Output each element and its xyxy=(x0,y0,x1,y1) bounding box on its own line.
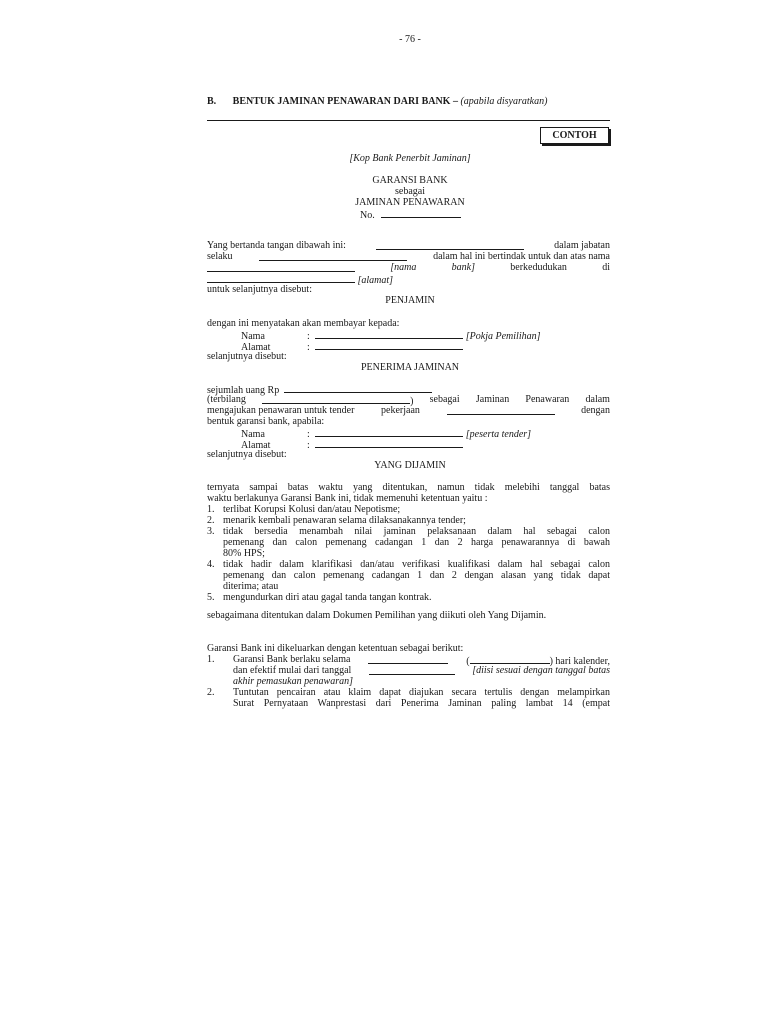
amount-rp: sejumlah uang Rp xyxy=(207,385,280,396)
condition-text: pemenang dan calon pemenang cadangan 1 dan 2 harga penawarannya di bawah xyxy=(223,537,610,548)
address-placeholder: [alamat] xyxy=(357,275,394,286)
condition-text: pemenang dan calon pemenang cadangan 1 dan 2 dengan alasan yang tidak dapat xyxy=(223,570,610,581)
terbilang-blank xyxy=(262,394,410,404)
pekerjaan-label: pekerjaan xyxy=(381,405,420,416)
heading-sebagai: sebagai xyxy=(395,186,425,197)
bidder-nama-blank xyxy=(315,427,463,437)
term-1-validity: Garansi Bank berlaku selama xyxy=(233,654,351,665)
intro-line-5: untuk selanjutnya disebut: xyxy=(207,284,312,295)
intro-domicile: berkedudukan xyxy=(510,262,567,273)
bank-name-placeholder-2: bank] xyxy=(451,262,475,273)
tender-text: mengajukan penawaran untuk tender xyxy=(207,405,355,416)
intro-position-text: dalam jabatan xyxy=(554,240,610,251)
section-note: (apabila disyaratkan) xyxy=(460,96,548,107)
bidder-nama-label: Nama xyxy=(241,429,265,440)
section-title: BENTUK JAMINAN PENAWARAN DARI BANK – xyxy=(232,96,458,107)
date-blank xyxy=(369,665,455,675)
bank-name-placeholder-1: [nama xyxy=(390,262,417,273)
heading-garansi: GARANSI BANK xyxy=(372,175,448,186)
intro-acting-text: dalam hal ini bertindak untuk dan atas nama xyxy=(433,251,610,262)
intro-signer-text: Yang bertanda tangan dibawah ini: xyxy=(207,240,346,251)
date-placeholder: [diisi sesuai dengan tanggal batas xyxy=(472,665,610,676)
conditions-line-1: ternyata sampai batas waktu yang ditentukan, namun tidak melebihi tanggal batas xyxy=(207,482,610,493)
section-heading xyxy=(207,96,547,108)
section-letter: B. xyxy=(207,96,217,107)
pay-alamat-colon: : xyxy=(307,342,310,353)
intro-di: di xyxy=(602,262,610,273)
amount-jaminan: Jaminan xyxy=(475,394,510,405)
condition-text: 80% HPS; xyxy=(223,548,265,559)
penjamin-label: PENJAMIN xyxy=(385,295,435,306)
terms-intro: Garansi Bank ini dikeluarkan dengan ketentuan sebagai berikut: xyxy=(207,643,464,654)
pay-nama-label: Nama xyxy=(241,331,265,342)
pay-nama-colon: : xyxy=(307,331,310,342)
pekerjaan-blank xyxy=(447,405,555,415)
page-number: - 76 - xyxy=(399,34,421,45)
bidder-alamat-colon: : xyxy=(307,440,310,451)
term-1-line-3: akhir pemasukan penawaran] xyxy=(233,676,353,687)
condition-text: mengundurkan diri atau gagal tanda tangan kontrak. xyxy=(223,592,432,603)
pay-intro: dengan ini menyatakan akan membayar kepada: xyxy=(207,318,400,329)
pay-alamat-label: Alamat xyxy=(241,342,271,353)
amount-penawaran: Penawaran xyxy=(525,394,570,405)
intro-selaku: selaku xyxy=(207,251,233,262)
term-2-number: 2. xyxy=(207,687,215,698)
name-blank xyxy=(376,240,524,250)
peserta-placeholder: [peserta tender] xyxy=(465,429,532,440)
condition-number: 4. xyxy=(207,559,215,570)
condition-number: 1. xyxy=(207,504,215,515)
condition-text: tidak hadir dalam klarifikasi dan/atau verifikasi kualifikasi dalam hal sebagai calon xyxy=(223,559,610,570)
days-open: ( xyxy=(466,656,470,667)
amount-sebagai: sebagai xyxy=(429,394,460,405)
bidder-nama-colon: : xyxy=(307,429,310,440)
kop-bank: [Kop Bank Penerbit Jaminan] xyxy=(349,153,471,164)
conditions-closing: sebagaimana ditentukan dalam Dokumen Pemilihan yang diikuti oleh Yang Dijamin. xyxy=(207,610,547,621)
heading-number xyxy=(360,208,461,222)
condition-text: diterima; atau xyxy=(223,581,279,592)
no-label: No. xyxy=(360,210,375,221)
amount-line-4: bentuk garansi bank, apabila: xyxy=(207,416,325,427)
amount-blank xyxy=(284,383,432,393)
days-words-blank xyxy=(470,654,550,664)
bidder-alamat-label: Alamat xyxy=(241,440,271,451)
condition-number: 3. xyxy=(207,526,215,537)
term-2-line-1: Tuntutan pencairan atau klaim dapat diajukan secara tertulis dengan melampirkan xyxy=(233,687,610,698)
condition-number: 2. xyxy=(207,515,215,526)
condition-text: terlibat Korupsi Kolusi dan/atau Nepotisme; xyxy=(223,504,401,515)
amount-dalam: dalam xyxy=(585,394,610,405)
dengan-text: dengan xyxy=(581,405,610,416)
position-blank xyxy=(259,251,407,261)
amount-after: selanjutnya disebut: xyxy=(207,449,287,460)
terbilang-close: ) xyxy=(410,396,414,407)
dijamin-label: YANG DIJAMIN xyxy=(374,460,446,471)
condition-number: 5. xyxy=(207,592,215,603)
penerima-label: PENERIMA JAMINAN xyxy=(360,362,460,373)
section-divider xyxy=(207,120,610,121)
term-1-effective: dan efektif mulai dari tanggal xyxy=(233,665,352,676)
pokja-placeholder: [Pokja Pemilihan] xyxy=(465,331,541,342)
days-blank xyxy=(368,654,448,664)
pay-after: selanjutnya disebut: xyxy=(207,351,287,362)
condition-text: menarik kembali penawaran selama dilaksanakannya tender; xyxy=(223,515,466,526)
term-2-line-2: Surat Pernyataan Wanprestasi dari Penerima Jaminan paling lambat 14 (empat xyxy=(233,698,610,709)
conditions-line-2: waktu berlakunya Garansi Bank ini, tidak memenuhi ketentuan yaitu : xyxy=(207,493,488,504)
bidder-alamat-blank xyxy=(315,438,463,448)
heading-jaminan: JAMINAN PENAWARAN xyxy=(355,197,465,208)
condition-text: tidak bersedia menambah nilai jaminan pelaksanaan dalam hal sebagai calon xyxy=(223,526,610,537)
contoh-badge: CONTOH xyxy=(540,127,609,144)
no-blank xyxy=(381,208,461,218)
days-close: ) hari kalender, xyxy=(549,656,610,667)
address-blank xyxy=(207,273,355,283)
bank-name-blank xyxy=(207,262,355,272)
term-1-number: 1. xyxy=(207,654,215,665)
terbilang-label: (terbilang xyxy=(207,394,246,405)
pay-alamat-blank xyxy=(315,340,463,350)
pay-nama-blank xyxy=(315,329,463,339)
